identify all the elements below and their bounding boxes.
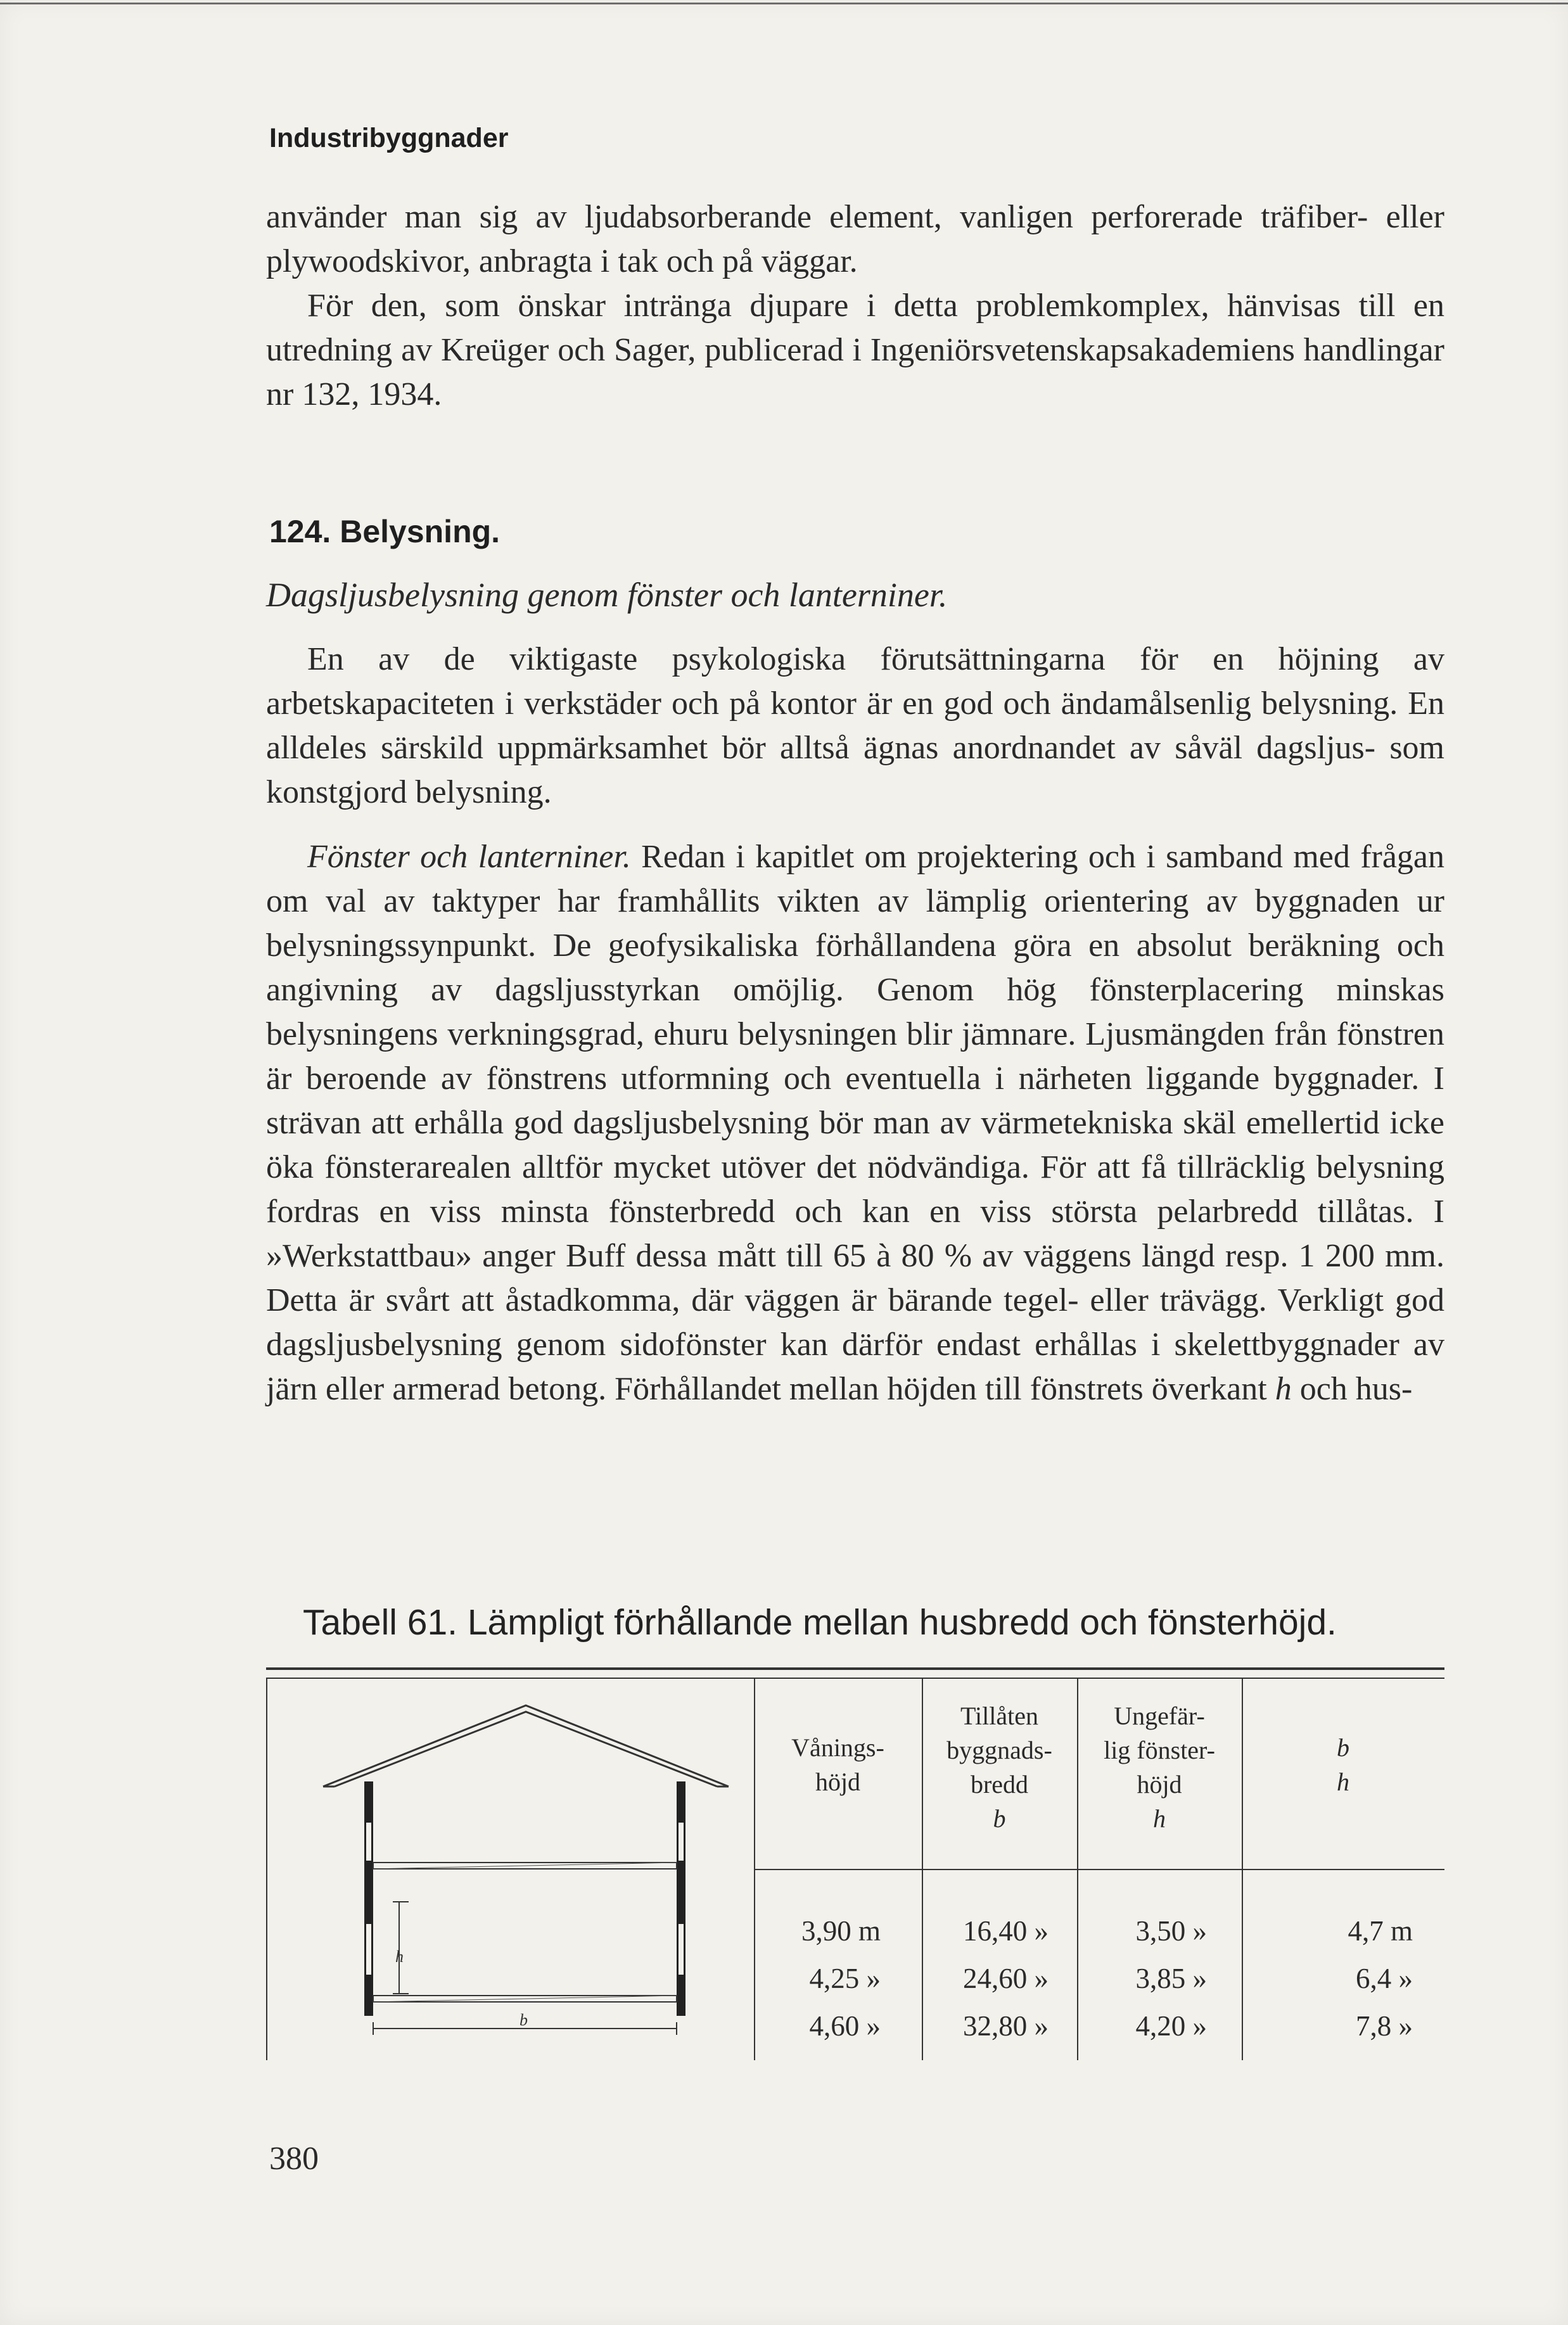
paragraph-4-lead: Fönster och lanterniner.	[307, 839, 631, 875]
header-floor-height-line-2: höjd	[815, 1768, 861, 1796]
table-top-rule-thin	[266, 1678, 1444, 1679]
table-cell: 3,85 »	[1135, 1963, 1207, 1994]
header-ratio-denominator: h	[1337, 1768, 1349, 1796]
paragraph-4	[266, 835, 1444, 1411]
table-cell: 32,80 »	[963, 2010, 1049, 2042]
diagram-h-label: h	[395, 1947, 404, 1966]
paragraph-2	[266, 284, 1444, 417]
table-caption: Tabell 61. Lämpligt förhållande mellan husbredd och fönsterhöjd.	[303, 1602, 1337, 1643]
table-cell: 4,20 »	[1135, 2010, 1207, 2042]
running-head: Industribyggnader	[269, 123, 509, 153]
header-window-height-symbol: h	[1153, 1804, 1166, 1833]
table-cell: 4,25 »	[809, 1963, 881, 1994]
header-building-width	[922, 1699, 1077, 1836]
page-number: 380	[269, 2141, 319, 2177]
header-window-height	[1077, 1699, 1242, 1836]
header-building-width-line-2: byggnads-	[947, 1736, 1052, 1764]
paragraph-2-text: För den, som önskar intränga djupare i detta problemkomplex, hänvisas till en utredning av Kreüger och Sager, publicerad i Ingeniörsvetenskapsakademiens handlingar nr 132, 1934.	[266, 288, 1444, 412]
paragraph-4-text-a: Redan i kapitlet om projektering och i samband med frågan om val av taktyper har framhållits vikten av lämplig orientering av byggnaden ur belysningssynpunkt. De geofysikaliska förhållandena göra en absolut beräkning och angivning av dagsljusstyrkan omöjlig. Genom hög fönsterplacering minskas belysningens verkningsgrad, ehuru belysningen blir jämnare. Ljusmängden från fönstren är beroende av fönstrens utformning och eventuella i närheten liggande byggnader. I strävan att erhålla god dagsljusbelysning bör man av värmetekniska skäl emellertid icke öka fönsterarealen alltför mycket utöver det nödvändiga. För att få tillräcklig belysning fordras en viss minsta fönsterbredd och kan en viss största pelarbredd tillåtas. I »Werkstattbau» anger Buff dessa mått till 65 à 80 % av väggens längd resp. 1 200 mm. Detta är svårt att åstadkomma, där väggen är bärande tegel- eller trävägg. Verkligt god dagsljusbelysning genom sidofönster kan därför endast erhållas i skelettbyggnader av järn eller armerad betong. Förhållandet mellan höjden till fönstrets överkant	[266, 839, 1444, 1407]
table-cell: 3,90 m	[801, 1915, 881, 1947]
top-edge-rule	[0, 3, 1568, 4]
subheading: Dagsljusbelysning genom fönster och lanterniner.	[266, 576, 948, 614]
table-cell: 7,8 »	[1356, 2010, 1413, 2042]
paragraph-3	[266, 637, 1444, 815]
header-building-width-line-3: bredd	[970, 1770, 1029, 1799]
table-cell: 3,50 »	[1135, 1915, 1207, 1947]
table-header-rule	[754, 1869, 1444, 1870]
header-ratio	[1242, 1731, 1444, 1799]
table-cell: 6,4 »	[1356, 1963, 1413, 1994]
header-building-width-line-1: Tillåten	[960, 1702, 1038, 1730]
table-cell: 16,40 »	[963, 1915, 1049, 1947]
paragraph-4-text-b: och hus-	[1291, 1371, 1413, 1407]
table-61	[266, 1667, 1444, 2060]
diagram-b-label: b	[519, 2011, 528, 2029]
header-floor-height-line-1: Vånings-	[791, 1733, 884, 1762]
header-window-height-line-2: lig fönster-	[1104, 1736, 1215, 1764]
paragraph-1: använder man sig av ljudabsorberande element, vanligen perforerade träfiber- eller plywoodskivor, anbragta i tak och på väggar.	[266, 199, 1444, 279]
table-top-rule	[266, 1667, 1444, 1670]
table-left-border	[266, 1678, 267, 2060]
header-building-width-symbol: b	[993, 1804, 1006, 1833]
paragraph-3-text: En av de viktigaste psykologiska förutsättningarna för en höjning av arbetskapaciteten i verkstäder och på kontor är en god och ändamålsenlig belysning. En alldeles särskild uppmärksamhet bör alltså ägnas anordnandet av såväl dagsljus- som konstgjord belysning.	[266, 641, 1444, 810]
section-heading: 124. Belysning.	[269, 514, 500, 549]
header-floor-height	[754, 1731, 922, 1799]
header-ratio-numerator: b	[1337, 1733, 1349, 1762]
table-cell: 24,60 »	[963, 1963, 1049, 1994]
paragraph-4-h: h	[1275, 1371, 1292, 1407]
header-window-height-line-1: Ungefär-	[1114, 1702, 1205, 1730]
table-cell: 4,7 m	[1348, 1915, 1413, 1947]
header-window-height-line-3: höjd	[1137, 1770, 1182, 1799]
table-cell: 4,60 »	[809, 2010, 881, 2042]
building-section-diagram	[304, 1693, 735, 2048]
